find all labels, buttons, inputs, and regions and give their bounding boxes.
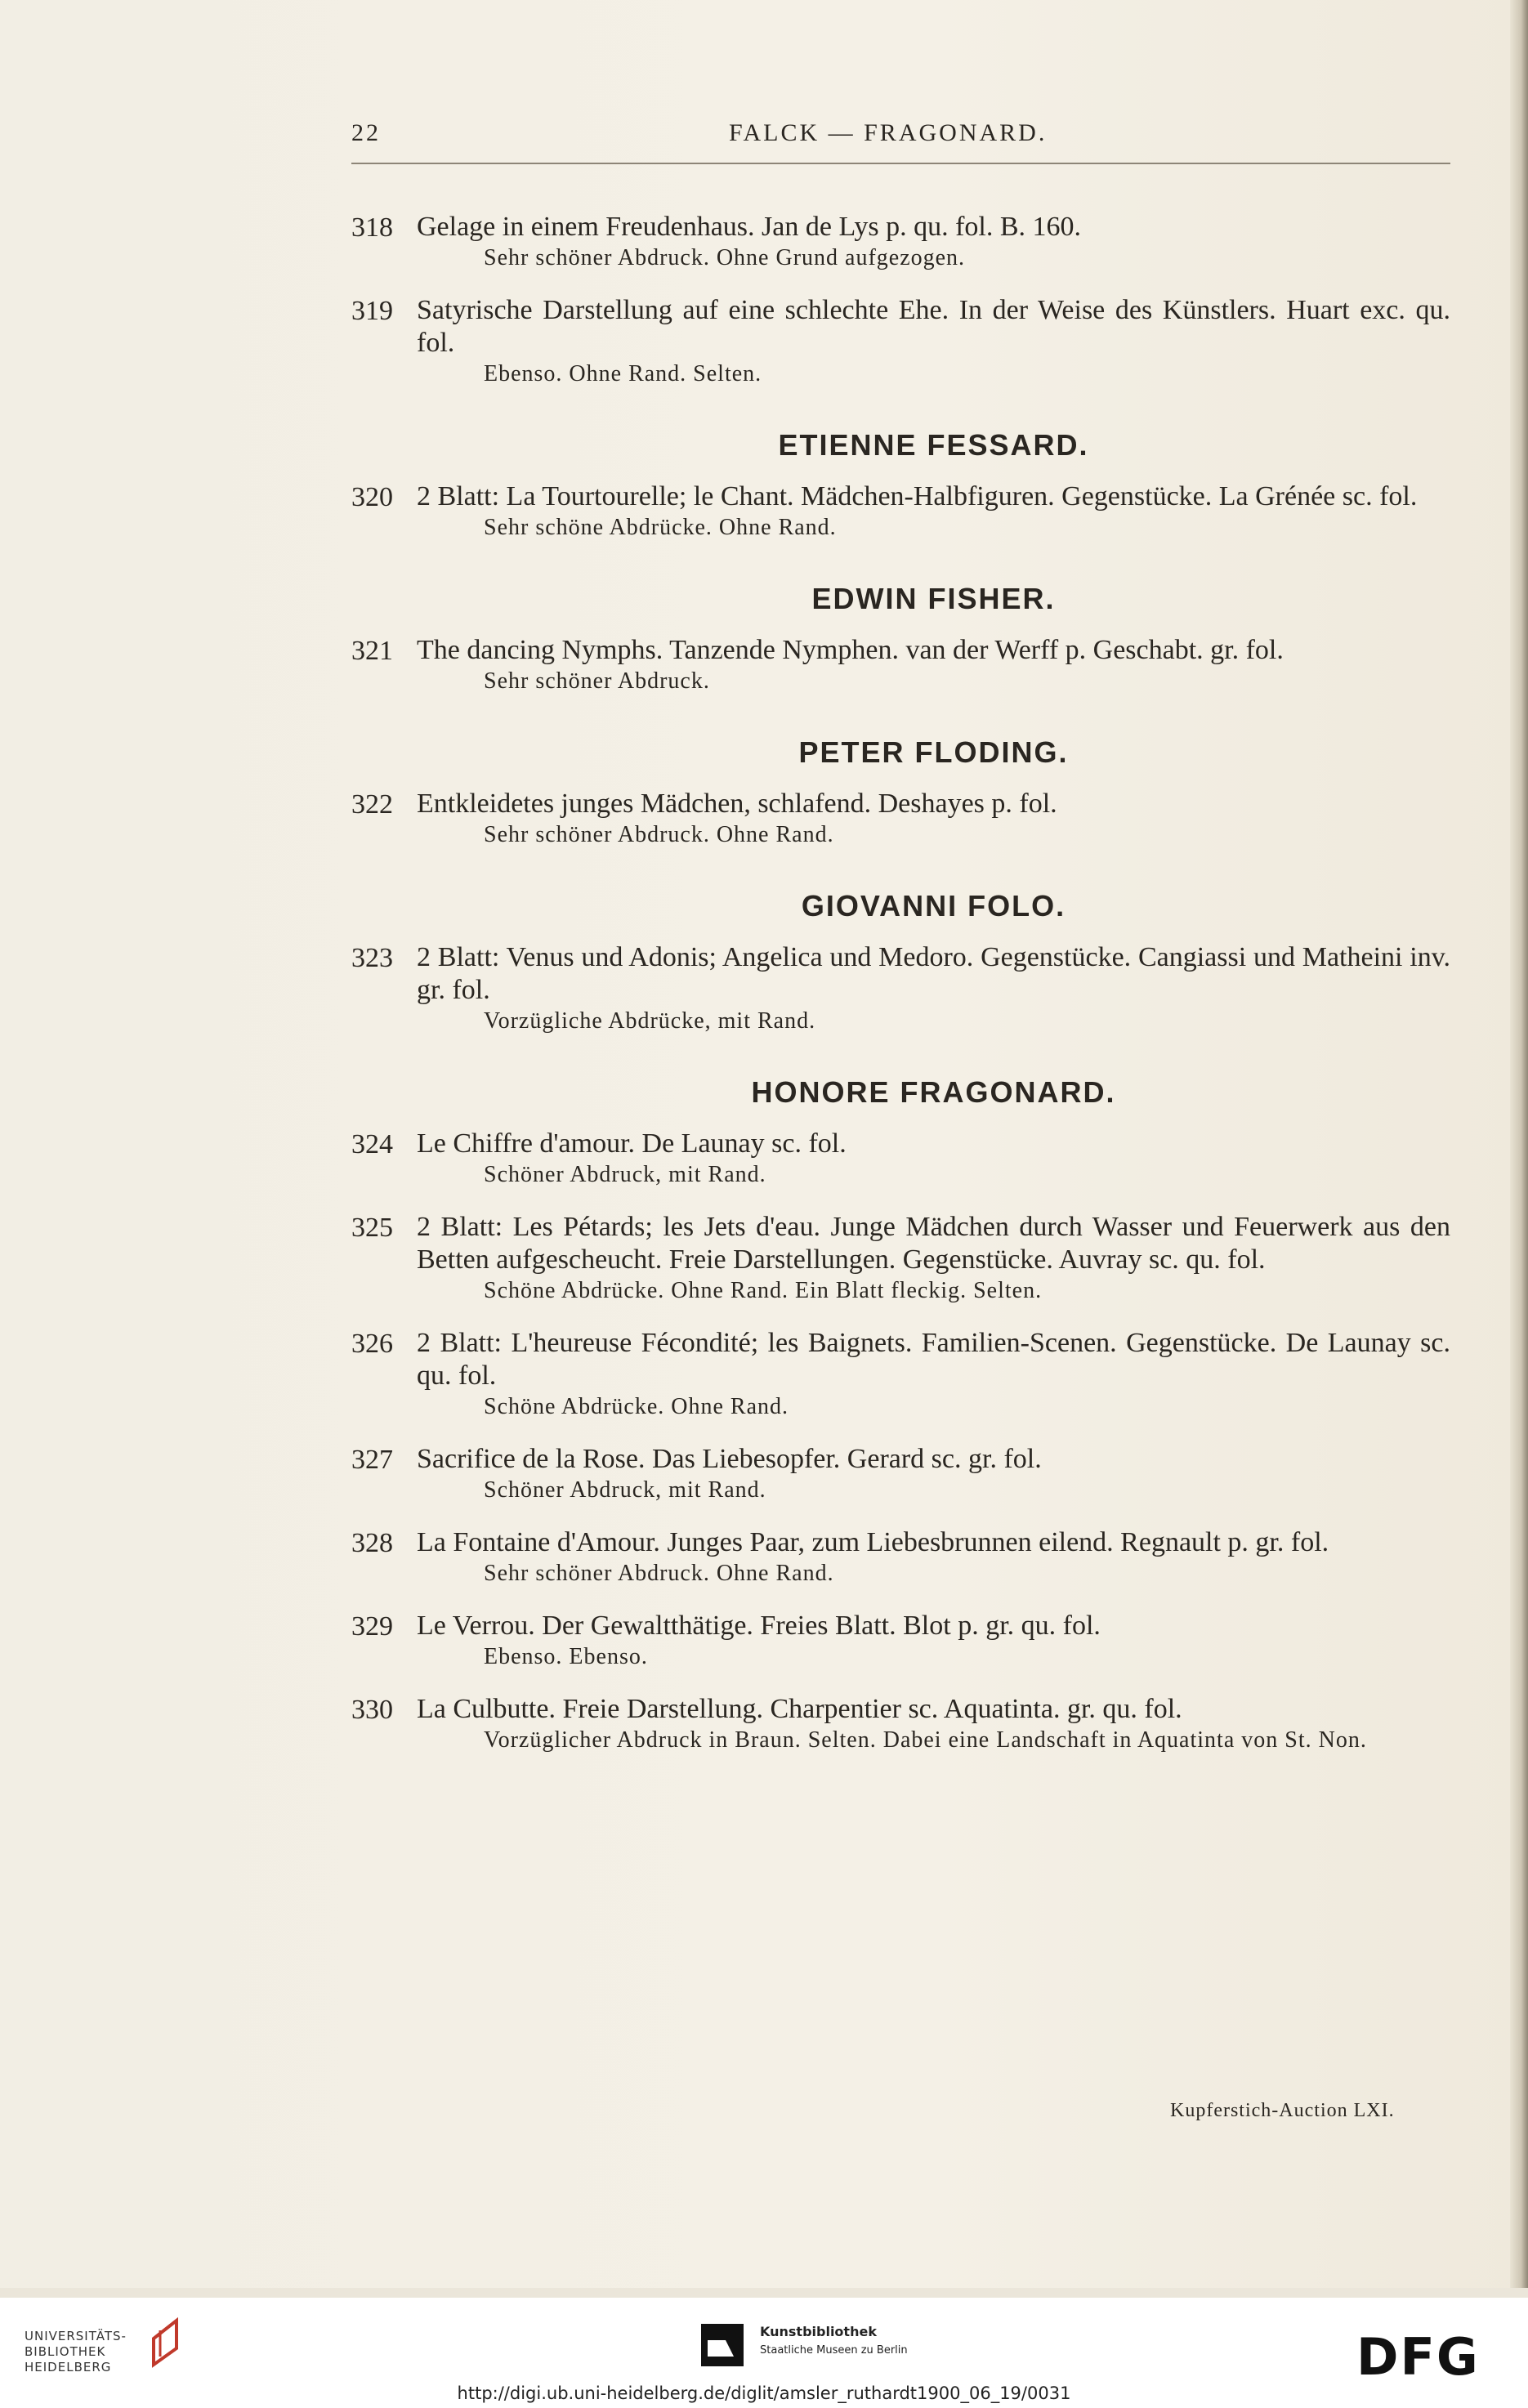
entry-condition-note: Ebenso. Ohne Rand. Selten. [484, 361, 762, 386]
running-header [351, 119, 1450, 160]
running-title: FALCK — FRAGONARD. [729, 119, 1048, 146]
entry-description: Gelage in einem Freudenhaus. Jan de Lys p. qu. fol. B. 160. [417, 212, 1082, 242]
entry-description: Sacrifice de la Rose. Das Liebesopfer. Gerard sc. gr. fol. [417, 1444, 1042, 1474]
entry-condition-note: Schöne Abdrücke. Ohne Rand. Ein Blatt fleckig. Selten. [484, 1278, 1043, 1303]
entry-number: 318 [351, 212, 393, 243]
section-heading: GIOVANNI FOLO. [801, 889, 1066, 923]
kb-subtitle: Staatliche Museen zu Berlin [760, 2344, 908, 2357]
signature-line: Kupferstich-Auction LXI. [1170, 2100, 1395, 2121]
kunstbibliothek-label [760, 2324, 908, 2357]
university-logo-icon [141, 2316, 185, 2373]
catalogue-entry [351, 634, 1450, 696]
catalogue-entry [351, 1327, 1450, 1422]
kb-title: Kunstbibliothek [760, 2324, 877, 2339]
entry-description: Satyrische Darstellung auf eine schlechte Ehe. In der Weise des Künstlers. Huart exc. qu. fol. [417, 295, 1450, 358]
entry-number: 329 [351, 1611, 393, 1642]
entry-number: 330 [351, 1695, 393, 1725]
university-library-label [25, 2329, 127, 2375]
entry-condition-note: Vorzügliche Abdrücke, mit Rand. [484, 1008, 816, 1034]
digitization-footer [0, 2298, 1528, 2408]
section-heading: PETER FLODING. [798, 735, 1069, 769]
catalogue-entry [351, 941, 1450, 1036]
entry-condition-note: Sehr schöner Abdruck. Ohne Grund aufgezogen. [484, 245, 966, 270]
entry-description: The dancing Nymphs. Tanzende Nymphen. van der Werff p. Geschabt. gr. fol. [417, 635, 1284, 665]
entry-number: 324 [351, 1129, 393, 1159]
entry-condition-note: Sehr schöner Abdruck. Ohne Rand. [484, 1561, 834, 1586]
entry-condition-note: Sehr schöner Abdruck. Ohne Rand. [484, 822, 834, 847]
uni-line: UNIVERSITÄTS- [25, 2329, 127, 2343]
entry-number: 323 [351, 943, 393, 973]
entry-condition-note: Schöner Abdruck, mit Rand. [484, 1162, 766, 1187]
catalogue-entry [351, 1693, 1450, 1755]
entry-description: 2 Blatt: Venus und Adonis; Angelica und Medoro. Gegenstücke. Cangiassi und Matheini inv. gr. fol. [417, 942, 1450, 1005]
dfg-logo: DFG [1356, 2327, 1480, 2387]
entry-description: Le Verrou. Der Gewaltthätige. Freies Blatt. Blot p. gr. qu. fol. [417, 1611, 1101, 1641]
entry-number: 325 [351, 1213, 393, 1243]
catalogue-entry [351, 480, 1450, 543]
catalogue-entry [351, 1211, 1450, 1306]
entry-condition-note: Schöne Abdrücke. Ohne Rand. [484, 1394, 789, 1419]
entry-description: La Culbutte. Freie Darstellung. Charpentier sc. Aquatinta. gr. qu. fol. [417, 1694, 1182, 1724]
entry-condition-note: Vorzüglicher Abdruck in Braun. Selten. Dabei eine Landschaft in Aquatinta von St. Non. [484, 1727, 1367, 1753]
entry-description: Entkleidetes junges Mädchen, schlafend. Deshayes p. fol. [417, 789, 1057, 819]
entry-number: 320 [351, 482, 393, 512]
entry-number: 322 [351, 789, 393, 820]
catalogue-content [351, 211, 1450, 1776]
entry-description: 2 Blatt: Les Pétards; les Jets d'eau. Junge Mädchen durch Wasser und Feuerwerk aus den Betten aufgescheucht. Freie Darstellungen. Gegenstücke. Auvray sc. qu. fol. [417, 1212, 1450, 1275]
entry-number: 326 [351, 1329, 393, 1359]
entry-condition-note: Sehr schöner Abdruck. [484, 668, 710, 694]
section-heading: EDWIN FISHER. [811, 582, 1056, 615]
entry-number: 328 [351, 1528, 393, 1558]
entry-number: 319 [351, 296, 393, 326]
entry-description: 2 Blatt: L'heureuse Fécondité; les Baignets. Familien-Scenen. Gegenstücke. De Launay sc. qu. fol. [417, 1328, 1450, 1391]
header-rule [351, 163, 1450, 164]
catalogue-entry [351, 1610, 1450, 1672]
uni-line: HEIDELBERG [25, 2360, 112, 2374]
catalogue-entry [351, 1443, 1450, 1505]
uni-line: BIBLIOTHEK [25, 2344, 106, 2359]
catalogue-entry [351, 788, 1450, 850]
kunstbibliothek-logo-icon [701, 2324, 744, 2366]
entry-description: La Fontaine d'Amour. Junges Paar, zum Liebesbrunnen eilend. Regnault p. gr. fol. [417, 1527, 1329, 1557]
catalogue-entry [351, 294, 1450, 389]
section-heading: HONORE FRAGONARD. [751, 1075, 1116, 1109]
page-number: 22 [351, 119, 381, 146]
entry-description: 2 Blatt: La Tourtourelle; le Chant. Mädchen-Halbfiguren. Gegenstücke. La Grénée sc. fol. [417, 481, 1418, 512]
section-heading: ETIENNE FESSARD. [778, 428, 1089, 462]
entry-condition-note: Schöner Abdruck, mit Rand. [484, 1477, 766, 1503]
source-url[interactable]: http://digi.ub.uni-heidelberg.de/diglit/amsler_ruthardt1900_06_19/0031 [457, 2383, 1071, 2403]
entry-number: 327 [351, 1445, 393, 1475]
catalogue-entry [351, 211, 1450, 273]
entry-number: 321 [351, 636, 393, 666]
catalogue-entry [351, 1526, 1450, 1588]
entry-condition-note: Sehr schöne Abdrücke. Ohne Rand. [484, 515, 837, 540]
entry-description: Le Chiffre d'amour. De Launay sc. fol. [417, 1128, 847, 1159]
page-spine-edge [1510, 0, 1528, 2288]
entry-condition-note: Ebenso. Ebenso. [484, 1644, 648, 1669]
catalogue-entry [351, 1128, 1450, 1190]
